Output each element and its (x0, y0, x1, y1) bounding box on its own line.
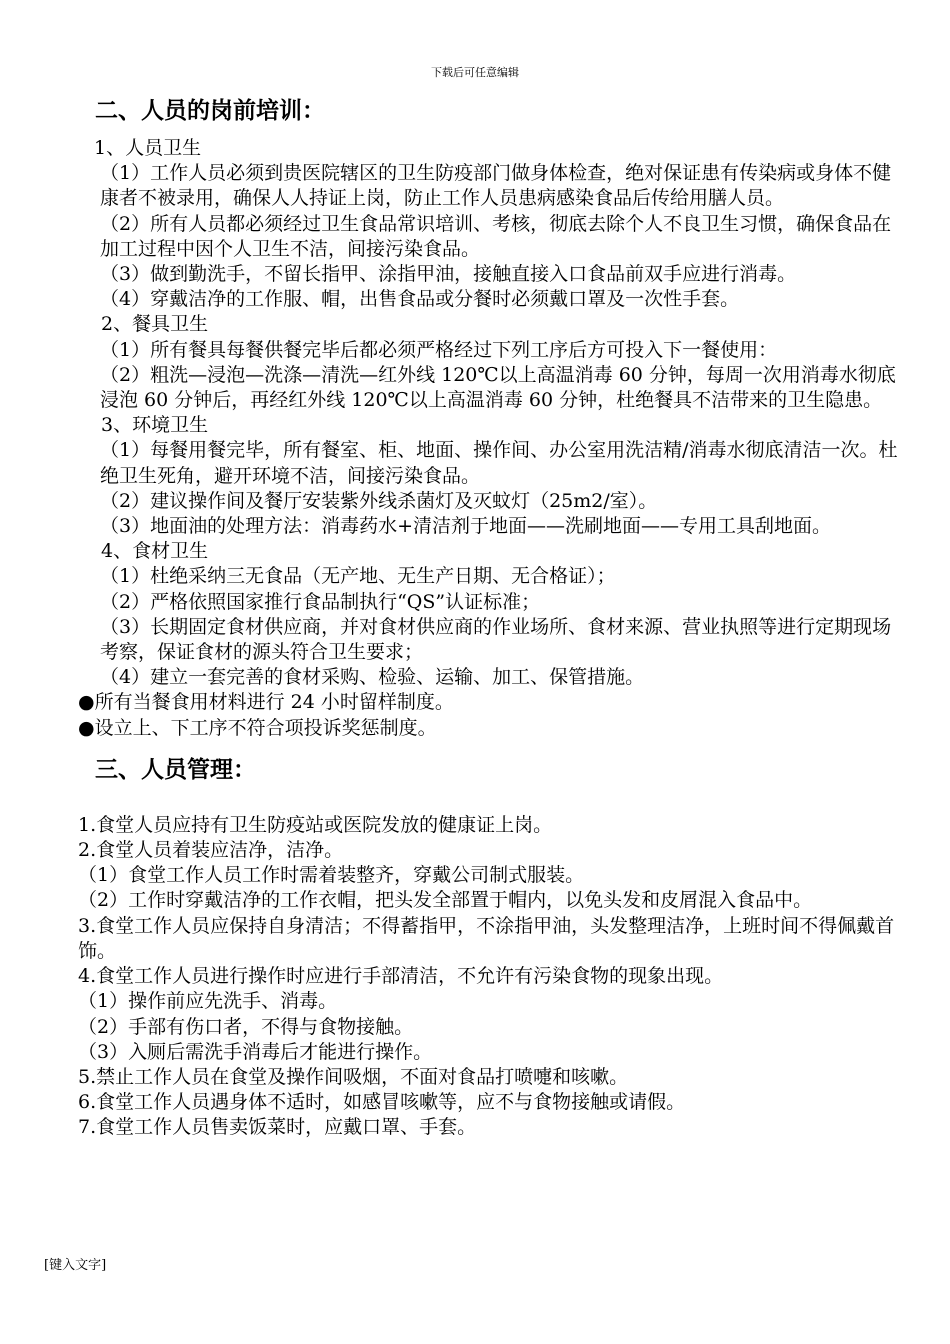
document-body (78, 96, 904, 1141)
paragraph: （1）工作人员必须到贵医院辖区的卫生防疫部门做身体检查，绝对保证患有传染病或身体不健康者不被录用，确保人人持证上岗，防止工作人员患病感染食品后传给用膳人员。 (100, 162, 892, 210)
list-item: （1）食堂工作人员工作时需着装整齐，穿戴公司制式服装。 (78, 864, 585, 887)
paragraph: （1）杜绝采纳三无食品（无产地、无生产日期、无合格证）； (100, 565, 616, 588)
list-item: （1）操作前应先洗手、消毒。 (78, 990, 338, 1013)
list-item: 3.食堂工作人员应保持自身清洁；不得蓄指甲，不涂指甲油，头发整理洁净，上班时间不得佩戴首饰。 (78, 914, 895, 962)
list-item: 1.食堂人员应持有卫生防疫站或医院发放的健康证上岗。 (78, 813, 553, 836)
list-item: 2.食堂人员着装应洁净，洁净。 (78, 839, 344, 862)
paragraph: （1）所有餐具每餐供餐完毕后都必须严格经过下列工序后方可投入下一餐使用： (100, 338, 778, 361)
section-title: 二、人员的岗前培训： (95, 97, 325, 124)
section-title: 三、人员管理： (95, 755, 256, 783)
paragraph: （1）每餐用餐完毕，所有餐室、柜、地面、操作间、办公室用洗洁精/消毒水彻底清洁一次。杜绝卫生死角，避开环境不洁，间接污染食品。 (100, 439, 898, 487)
bullet-item: ●设立上、下工序不符合项投诉奖惩制度。 (78, 716, 437, 739)
subsection-title: 3、环境卫生 (101, 414, 209, 437)
list-item: 4.食堂工作人员进行操作时应进行手部清洁，不允许有污染食物的现象出现。 (78, 965, 724, 988)
list-item: 6.食堂工作人员遇身体不适时，如感冒咳嗽等，应不与食物接触或请假。 (78, 1091, 686, 1114)
paragraph: （3）做到勤洗手，不留长指甲、涂指甲油，接触直接入口食品前双手应进行消毒。 (100, 263, 797, 286)
page-footer: [键入文字] (44, 1258, 107, 1273)
paragraph: （2）粗洗—浸泡—洗涤—清洗—红外线 120℃以上高温消毒 60 分钟，每周一次用消毒水彻底浸泡 60 分钟后，再经红外线 120℃以上高温消毒 60 分钟，杜绝餐具不洁带来的卫生隐患。 (100, 363, 896, 412)
subsection-title: 1、人员卫生 (94, 137, 202, 159)
paragraph: （2）严格依照国家推行食品制执行“QS”认证标准； (100, 590, 541, 613)
paragraph: （2）所有人员都必须经过卫生食品常识培训、考核，彻底去除个人不良卫生习惯，确保食品在加工过程中因个人卫生不洁，间接污染食品。 (100, 212, 892, 260)
list-item: 5.禁止工作人员在食堂及操作间吸烟，不面对食品打喷嚏和咳嗽。 (78, 1065, 629, 1088)
paragraph: （3）地面油的处理方法：消毒药水+清洁剂于地面——洗刷地面——专用工具刮地面。 (100, 515, 832, 538)
paragraph: （4）建立一套完善的食材采购、检验、运输、加工、保管措施。 (100, 666, 645, 689)
list-item: 7.食堂工作人员售卖饭菜时，应戴口罩、手套。 (78, 1116, 477, 1139)
subsection-title: 4、食材卫生 (101, 540, 209, 563)
bullet-item: ●所有当餐食用材料进行 24 小时留样制度。 (78, 691, 454, 714)
list-item: （2）工作时穿戴洁净的工作衣帽，把头发全部置于帽内，以免头发和皮屑混入食品中。 (78, 889, 813, 912)
paragraph: （4）穿戴洁净的工作服、帽，出售食品或分餐时必须戴口罩及一次性手套。 (100, 288, 740, 311)
list-item: （3）入厕后需洗手消毒后才能进行操作。 (78, 1040, 433, 1063)
paragraph: （3）长期固定食材供应商，并对食材供应商的作业场所、食材来源、营业执照等进行定期现场考察，保证食材的源头符合卫生要求； (100, 615, 892, 664)
list-item: （2）手部有伤口者，不得与食物接触。 (78, 1015, 414, 1038)
page-header: 下载后可任意编辑 (431, 66, 519, 79)
subsection-title: 2、餐具卫生 (101, 313, 209, 336)
paragraph: （2）建议操作间及餐厅安装紫外线杀菌灯及灭蚊灯（25m2/室）。 (100, 489, 658, 512)
